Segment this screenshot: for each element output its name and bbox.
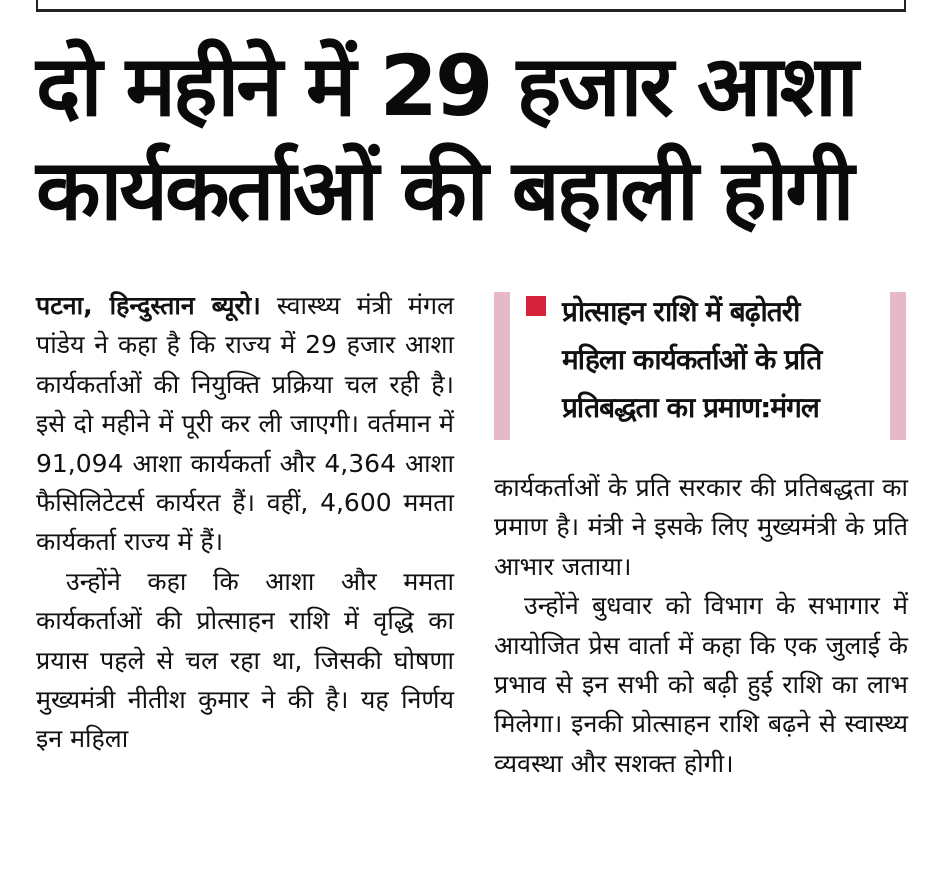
article-paragraph-3: कार्यकर्ताओं के प्रति सरकार की प्रतिबद्धता का प्रमाण है। मंत्री ने इसके लिए मुख्यमंत्री के प्रति आभार जताया।: [494, 473, 908, 581]
headline-line-2: कार्यकर्ताओं की बहाली होगी: [36, 141, 852, 239]
highlight-box: [494, 288, 906, 440]
article-paragraph-1-text: स्वास्थ्य मंत्री मंगल पांडेय ने कहा है कि राज्य में 29 हजार आशा कार्यकर्ताओं की नियुक्ति प्रक्रिया चल रही है। इसे दो महीने में पूरी कर ली जाएगी। वर्तमान में 91,094 आशा कार्यकर्ता और 4,364 आशा फैसिलिटेटर्स कार्यरत हैं। वहीं, 4,600 ममता कार्यकर्ता राज्य में हैं।: [36, 291, 454, 557]
top-border-rule: [36, 0, 906, 12]
bullet-square-icon: [526, 296, 546, 316]
article-paragraph-2: उन्होंने कहा कि आशा और ममता कार्यकर्ताओं की प्रोत्साहन राशि में वृद्धि का प्रयास पहले से चल रहा था, जिसकी घोषणा मुख्यमंत्री नीतीश कुमार ने की है। यह निर्णय इन महिला: [36, 566, 454, 754]
highlight-bar-left: [494, 292, 510, 440]
article-column-left: [36, 286, 454, 759]
headline: [36, 34, 916, 242]
highlight-text: [562, 288, 892, 432]
highlight-line-3: प्रतिबद्धता का प्रमाण:मंगल: [562, 391, 819, 424]
highlight-bar-right: [890, 292, 906, 440]
dateline: पटना, हिन्दुस्तान ब्यूरो।: [36, 291, 261, 320]
highlight-line-1: प्रोत्साहन राशि में बढ़ोतरी: [562, 295, 800, 328]
article-paragraph-4: उन्होंने बुधवार को विभाग के सभागार में आयोजित प्रेस वार्ता में कहा कि एक जुलाई के प्रभाव से इन सभी को बढ़ी हुई राशि का लाभ मिलेगा। इनकी प्रोत्साहन राशि बढ़ने से स्वास्थ्य व्यवस्था और सशक्त होगी।: [494, 591, 908, 778]
headline-line-1: दो महीने में 29 हजार आशा: [36, 37, 856, 135]
highlight-line-2: महिला कार्यकर्ताओं के प्रति: [562, 343, 822, 376]
article-column-right: [494, 468, 908, 783]
article-paragraph-1: [36, 286, 454, 562]
